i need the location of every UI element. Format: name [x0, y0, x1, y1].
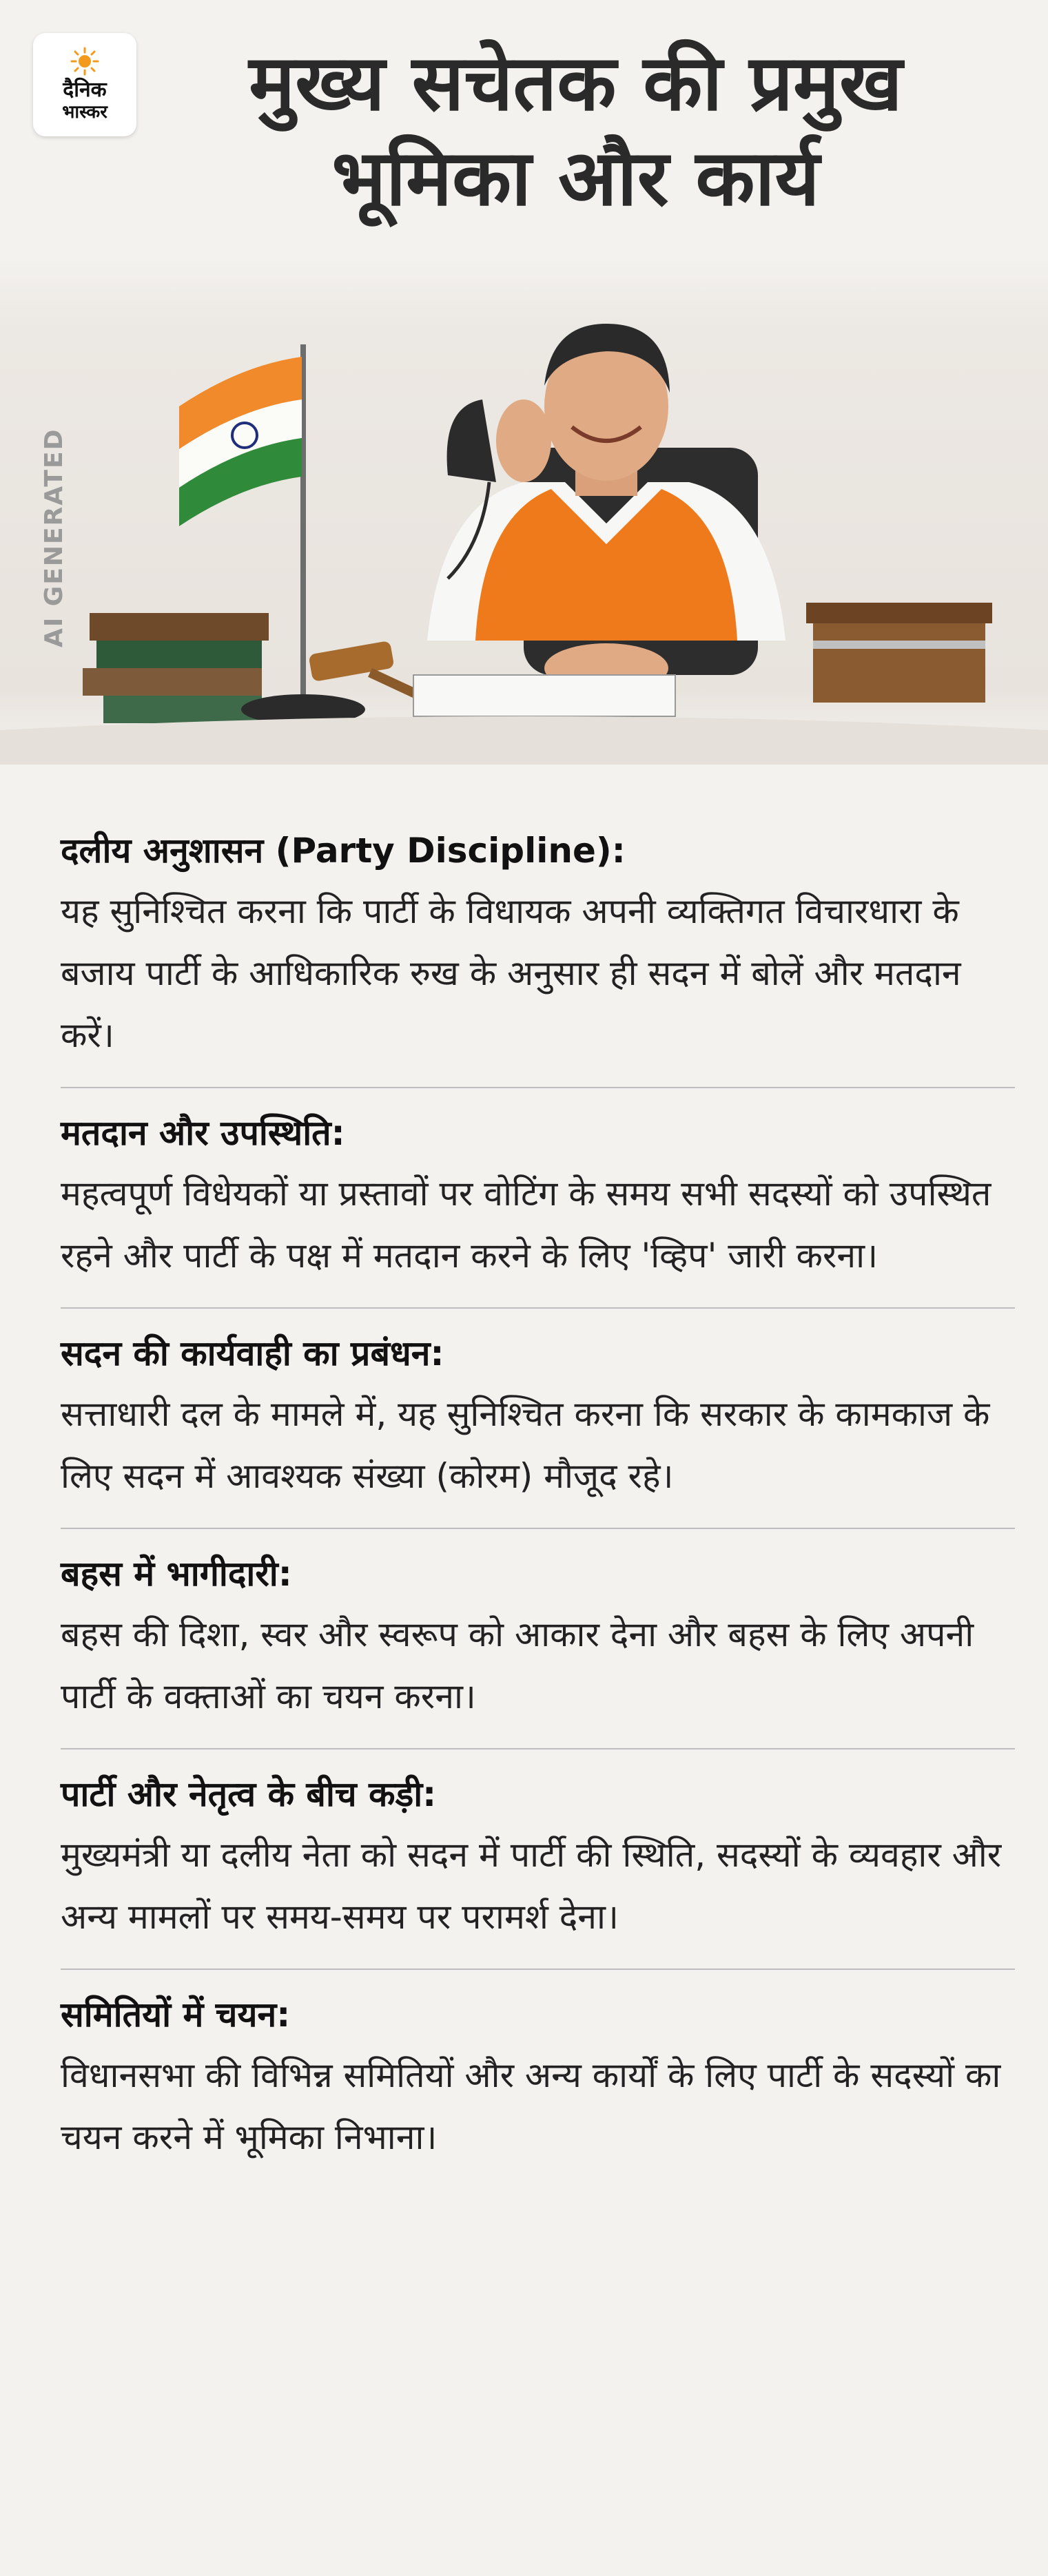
- roles-list: [61, 827, 1015, 2168]
- section-heading: समितियों में चयन:: [61, 1995, 291, 2035]
- divider: [61, 1748, 1015, 1749]
- section-party-leadership-link: [61, 1770, 1015, 1948]
- section-body: सत्ताधारी दल के मामले में, यह सुनिश्चित करना कि सरकार के कामकाज के लिए सदन में आवश्यक संख्या (कोरम) मौजूद रहे।: [61, 1394, 990, 1496]
- sun-icon: [70, 47, 99, 76]
- section-heading: बहस में भागीदारी:: [61, 1554, 292, 1594]
- section-heading: पार्टी और नेतृत्व के बीच कड़ी:: [61, 1774, 437, 1814]
- logo-line-1: दैनिक: [63, 78, 107, 102]
- divider: [61, 1969, 1015, 1970]
- section-heading: मतदान और उपस्थिति:: [61, 1113, 345, 1153]
- divider: [61, 1087, 1015, 1088]
- section-heading: सदन की कार्यवाही का प्रबंधन:: [61, 1333, 444, 1373]
- section-body: महत्वपूर्ण विधेयकों या प्रस्तावों पर वोटिंग के समय सभी सदस्यों को उपस्थित रहने और पार्टी के पक्ष में मतदान करने के लिए 'व्हिप' जारी करना।: [61, 1174, 992, 1276]
- hero-illustration: [0, 255, 1048, 765]
- section-body: मुख्यमंत्री या दलीय नेता को सदन में पार्टी की स्थिति, सदस्यों के व्यवहार और अन्य मामलों पर समय-समय पर परामर्श देना।: [61, 1835, 1002, 1937]
- section-voting-attendance: [61, 1109, 1015, 1287]
- section-body: यह सुनिश्चित करना कि पार्टी के विधायक अपनी व्यक्तिगत विचारधारा के बजाय पार्टी के आधिकारिक रुख के अनुसार ही सदन में बोलें और मतदान करें।: [61, 891, 961, 1055]
- section-committee-selection: [61, 1991, 1015, 2168]
- section-party-discipline: [61, 827, 1015, 1066]
- section-body: बहस की दिशा, स्वर और स्वरूप को आकार देना और बहस के लिए अपनी पार्टी के वक्ताओं का चयन करना।: [61, 1614, 974, 1716]
- box-icon: [806, 603, 992, 703]
- books-icon: [83, 613, 269, 723]
- section-house-management: [61, 1329, 1015, 1507]
- ai-generated-label: AI GENERATED: [40, 428, 68, 647]
- section-body: विधानसभा की विभिन्न समितियों और अन्य कार्यों के लिए पार्टी के सदस्यों का चयन करने में भूमिका निभाना।: [61, 2055, 1001, 2157]
- divider: [61, 1528, 1015, 1529]
- section-debate-participation: [61, 1550, 1015, 1727]
- section-heading: दलीय अनुशासन (Party Discipline):: [61, 831, 626, 871]
- divider: [61, 1307, 1015, 1309]
- logo-line-2: भास्कर: [62, 102, 107, 123]
- dainik-bhaskar-logo: [33, 33, 136, 136]
- page-title: मुख्य सचेतक की प्रमुख भूमिका और कार्य: [249, 39, 903, 223]
